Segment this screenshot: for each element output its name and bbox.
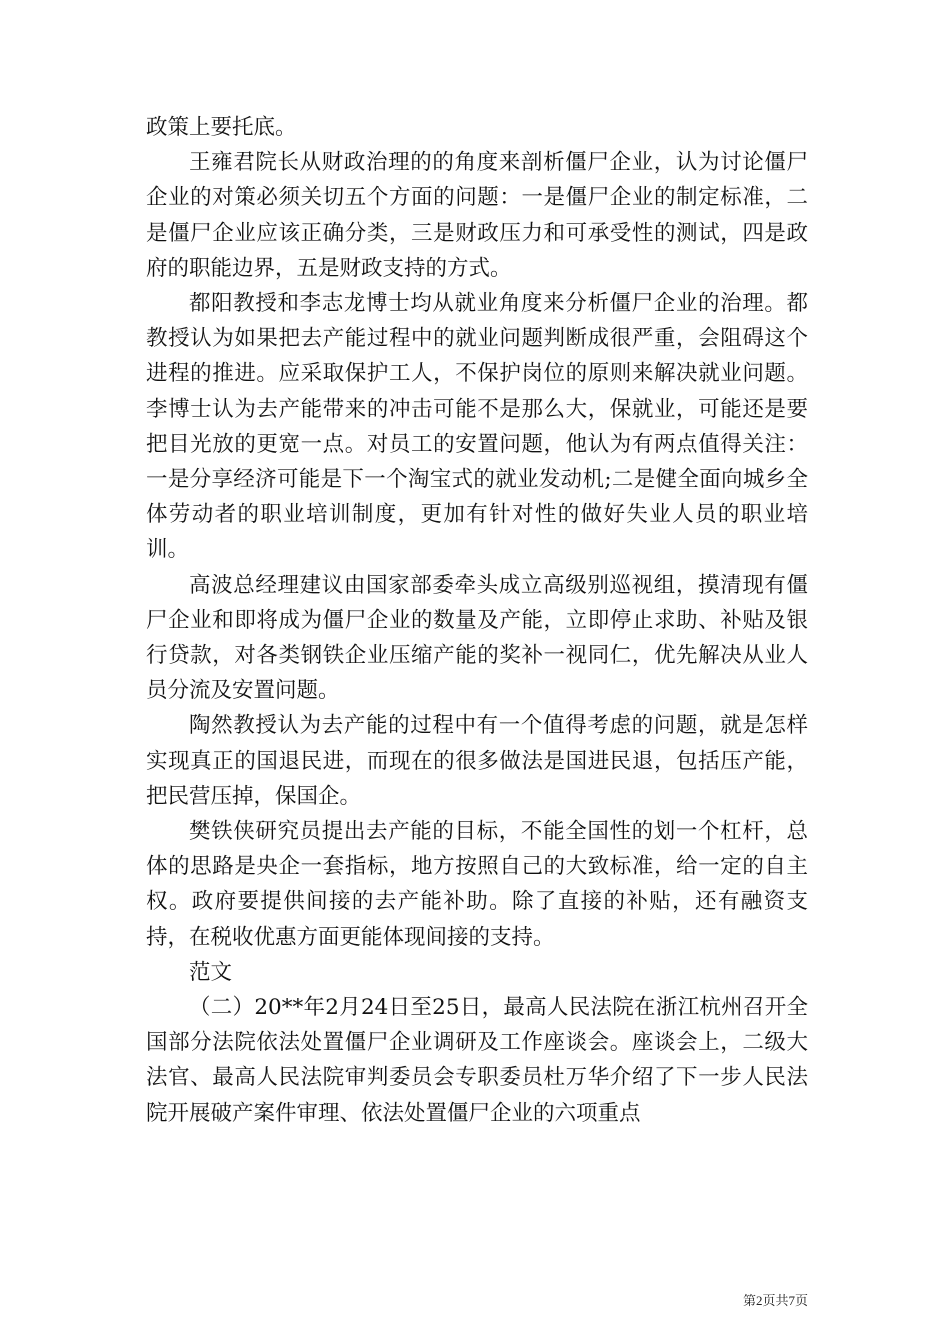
paragraph-3: 都阳教授和李志龙博士均从就业角度来分析僵尸企业的治理。都教授认为如果把去产能过程中的就业问题判断成很严重，会阻碍这个进程的推进。应采取保护工人，不保护岗位的原则来解决就业问题。李博士认为去产能带来的冲击可能不是那么大，保就业，可能还是要把目光放的更宽一点。对员工的安置问题，他认为有两点值得关注：一是分享经济可能是下一个淘宝式的就业发动机;二是健全面向城乡全体劳动者的职业培训制度，更加有针对性的做好失业人员的职业培训。 [146, 291, 808, 563]
paragraph-6: 樊铁侠研究员提出去产能的目标，不能全国性的划一个杠杆，总体的思路是央企一套指标，地方按照自己的大致标准，给一定的自主权。政府要提供间接的去产能补助。除了直接的补贴，还有融资支持，在税收优惠方面更能体现间接的支持。 [146, 819, 808, 950]
paragraph-7: （二）20**年2月24日至25日，最高人民法院在浙江杭州召开全国部分法院依法处置僵尸企业调研及工作座谈会。座谈会上，二级大法官、最高人民法院审判委员会专职委员杜万华介绍了下一步人民法院开展破产案件审理、依法处置僵尸企业的六项重点 [146, 995, 808, 1126]
page-number-footer: 第2页共7页 [742, 1293, 808, 1308]
body-text [146, 110, 808, 1131]
paragraph-4: 高波总经理建议由国家部委牵头成立高级别巡视组，摸清现有僵尸企业和即将成为僵尸企业的数量及产能，立即停止求助、补贴及银行贷款，对各类钢铁企业压缩产能的奖补一视同仁，优先解决从业人员分流及安置问题。 [146, 572, 808, 704]
section-label-fanwen: 范文 [189, 959, 233, 985]
paragraph-2: 王雍君院长从财政治理的的角度来剖析僵尸企业，认为讨论僵尸企业的对策必须关切五个方面的问题：一是僵尸企业的制定标准，二是僵尸企业应该正确分类，三是财政压力和可承受性的测试，四是政府的职能边界，五是财政支持的方式。 [146, 150, 808, 281]
paragraph-5: 陶然教授认为去产能的过程中有一个值得考虑的问题，就是怎样实现真正的国退民进，而现在的很多做法是国进民退，包括压产能，把民营压掉，保国企。 [146, 713, 808, 809]
paragraph-1: 政策上要托底。 [146, 115, 297, 140]
